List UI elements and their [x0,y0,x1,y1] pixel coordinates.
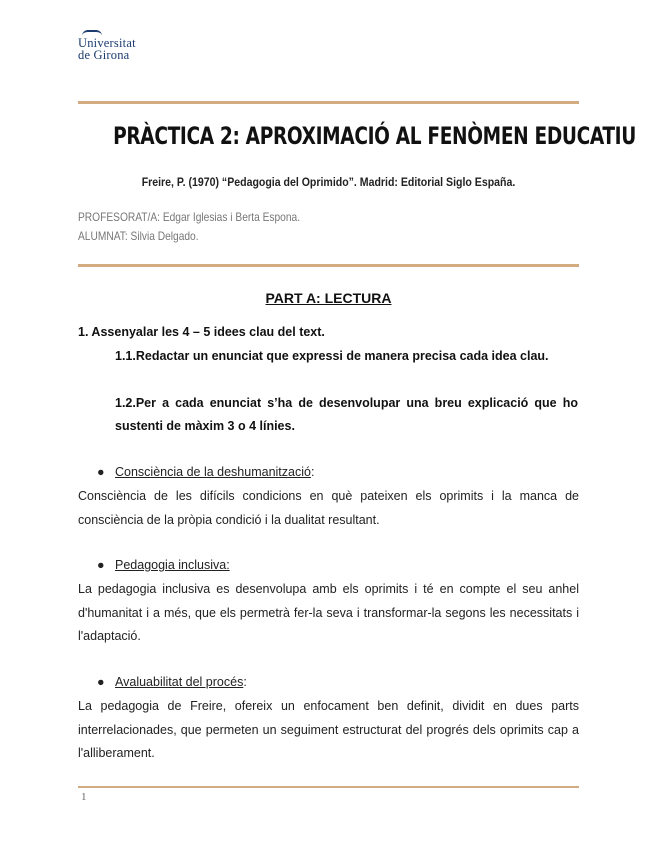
question-1: 1. Assenyalar les 4 – 5 idees clau del text. [78,325,325,339]
logo-line-2: de Girona [78,48,130,62]
idea-3-heading [97,675,247,689]
idea-2-heading [97,558,230,572]
logo-line-1: Universitat [78,36,136,50]
footer-divider [78,786,579,788]
idea-title: Consciència de la deshumanització [115,465,311,479]
bullet-icon: ● [97,558,105,572]
idea-3-text: La pedagogia de Freire, ofereix un enfocament ben definit, dividit en dues parts interrelacionades, que permeten un seguiment estructurat del progrés dels oprimits cap a l'alliberament. [78,699,579,760]
sub-question-1-1: 1.1.Redactar un enunciat que expressi de manera precisa cada idea clau. [115,349,549,363]
idea-title-suffix: : [243,675,247,689]
idea-1-heading [97,465,314,479]
section-heading: PART A: LECTURA [265,290,392,306]
bullet-icon: ● [97,465,105,479]
professors-line: PROFESORAT/A: Edgar Iglesias i Berta Espona. [78,210,301,224]
page-number: 1 [81,791,87,803]
bibliographic-reference: Freire, P. (1970) “Pedagogia del Oprimido”. Madrid: Editorial Siglo España. [141,175,516,189]
idea-title: Pedagogia inclusiva: [115,558,230,572]
idea-1-text: Consciència de les difícils condicions en què pateixen els oprimits i la manca de consciència de la pròpia condició i la dualitat resultant. [78,489,579,527]
university-logo [78,30,136,61]
student-line: ALUMNAT: Silvia Delgado. [78,229,199,243]
idea-2-text: La pedagogia inclusiva es desenvolupa amb els oprimits i té en compte el seu anhel d'humanitat i a més, que els permetrà fer-la seva i transformar-la segons les necessitats i l'adaptació. [78,582,579,643]
document-title: PRÀCTICA 2: APROXIMACIÓ AL FENÒMEN EDUCATIU [113,122,636,150]
sub-question-1-2: 1.2.Per a cada enunciat s’ha de desenvolupar una breu explicació que ho sustenti de màxim 3 o 4 línies. [115,396,578,433]
header-divider [78,264,579,267]
idea-title: Avaluabilitat del procés [115,675,244,689]
idea-title-suffix: : [310,465,315,479]
top-divider [78,101,579,104]
bullet-icon: ● [97,675,105,689]
